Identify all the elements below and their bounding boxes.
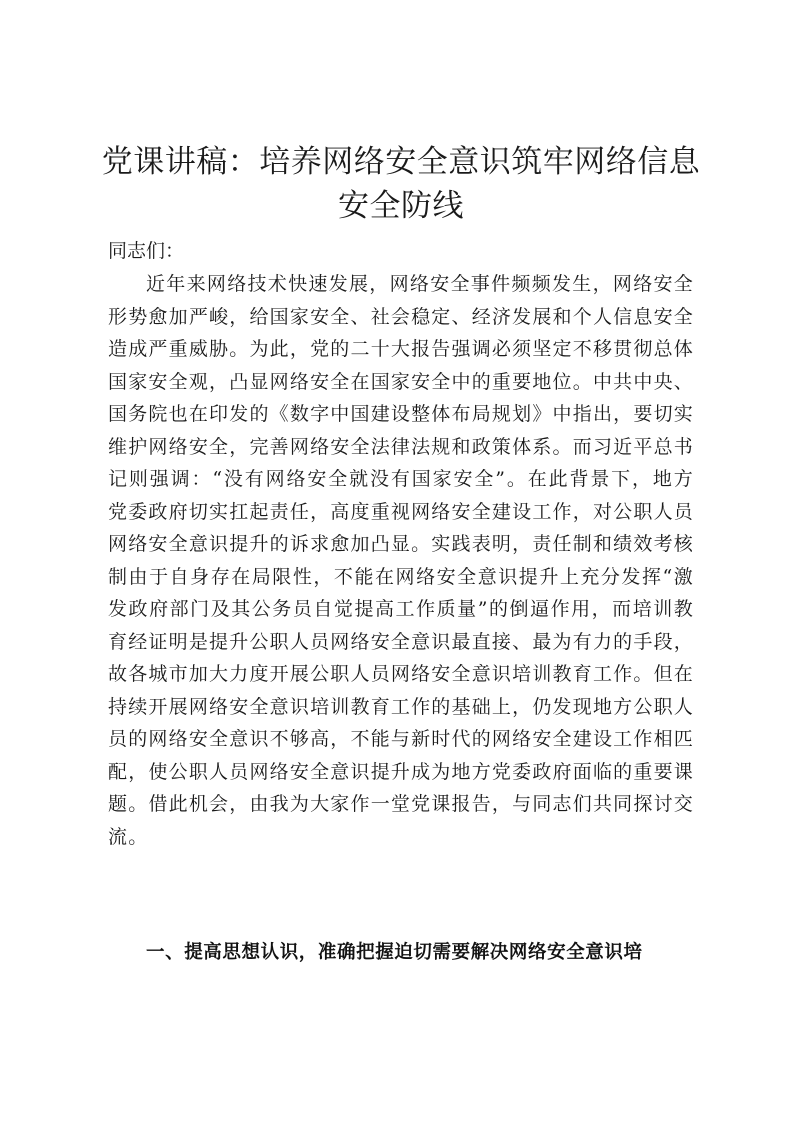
- salutation: 同志们：: [108, 240, 185, 262]
- section-heading-1: 一、提高思想认识，准确把握迫切需要解决网络安全意识培: [146, 942, 643, 963]
- body-paragraph: 近年来网络技术快速发展，网络安全事件频频发生，网络安全形势愈加严峻，给国家安全、社会稳定、经济发展和个人信息安全造成严重威胁。为此，党的二十大报告强调必须坚定不移贯彻总体国家安全观，凸显网络安全在国家安全中的重要地位。中共中央、国务院也在印发的《数字中国建设整体布局规划》中指出，要切实维护网络安全，完善网络安全法律法规和政策体系。而习近平总书记则强调：“没有网络安全就没有国家安全”。在此背景下，地方党委政府切实扛起责任，高度重视网络安全建设工作，对公职人员网络安全意识提升的诉求愈加凸显。实践表明，责任制和绩效考核制由于自身存在局限性，不能在网络安全意识提升上充分发挥“激发政府部门及其公务员自觉提高工作质量”的倒逼作用，而培训教育经证明是提升公职人员网络安全意识最直接、最为有力的手段，故各城市加大力度开展公职人员网络安全意识培训教育工作。但在持续开展网络安全意识培训教育工作的基础上，仍发现地方公职人员的网络安全意识不够高，不能与新时代的网络安全建设工作相匹配，使公职人员网络安全意识提升成为地方党委政府面临的重要课题。借此机会，由我为大家作一堂党课报告，与同志们共同探讨交流。: [108, 273, 694, 848]
- document-title: 党课讲稿：培养网络安全意识筑牢网络信息安全防线: [101, 144, 701, 224]
